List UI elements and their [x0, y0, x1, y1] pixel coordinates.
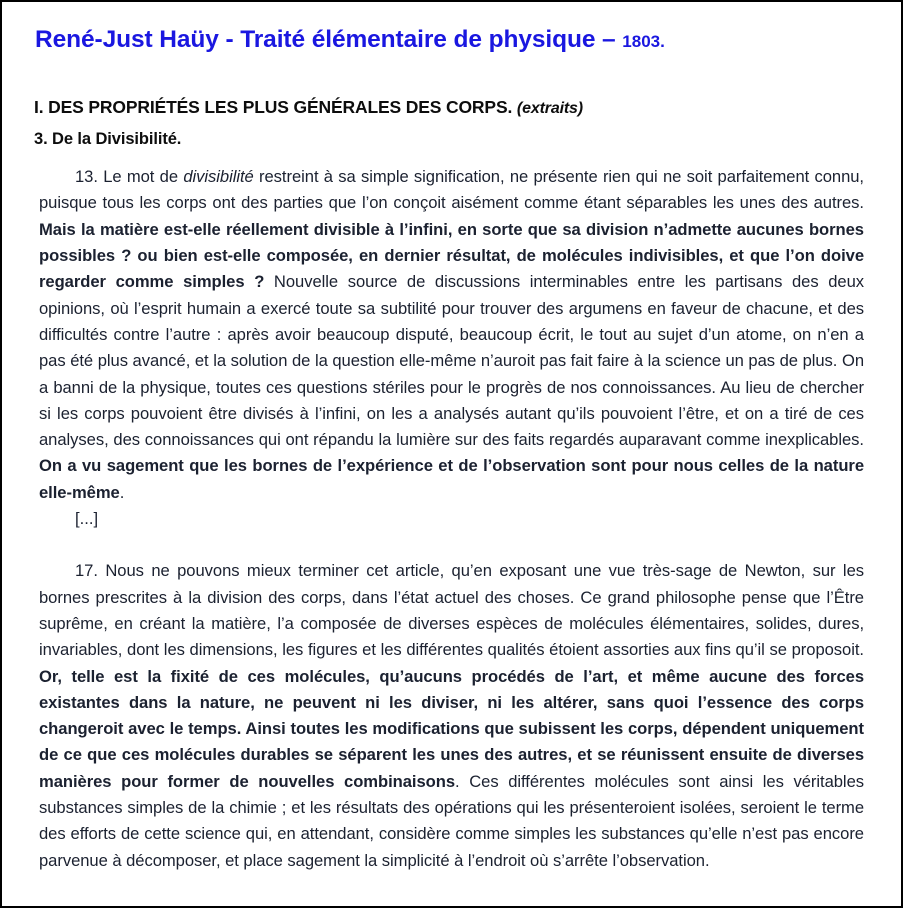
document-title-text: René-Just Haüy - Traité élémentaire de physique – — [35, 26, 623, 53]
paragraph-13-run-7: . — [119, 482, 125, 502]
paragraph-17-bold-1: Or, telle est la fixité de ces molécules, qu’aucuns procédés de l’art, et même aucune des forces existantes dans la nature, ne peuvent ni les diviser, ni les altérer, sans quoi l’essence des corps changeroit avec le temps. Ainsi toutes les modifications que subissent les corps, dépendent uniquement de ce que ces molécules durables se séparent les unes des autres, et se réunissent ensuite de diverses manières pour former de nouvelles combinaisons — [39, 666, 864, 791]
paragraph-13-italic-term: divisibilité — [183, 167, 254, 187]
paragraph-17-run-3: . Ces différentes molécules sont ainsi les véritables substances simples de la chimie ; et les résultats des opérations qui les présenteroient isolées, seroient le terme des efforts de cette science qui, en attendant, considère comme simples les substances qu’elle n’est pas encore parvenue à décomposer, et place sagement la simplicité à l’endroit où s’arrête l’observation. — [39, 771, 864, 870]
paragraph-17 — [39, 558, 864, 874]
subsection-heading-3: 3. De la Divisibilité. — [34, 130, 182, 149]
page-content-area — [2, 2, 901, 906]
ellipsis-marker: [...] — [75, 509, 99, 529]
paragraph-17-run-1: Nous ne pouvons mieux terminer cet article, qu’en exposant une vue très-sage de Newton, sur les bornes prescrites à la division des corps, dans l’état actuel des choses. Ce grand philosophe pense que l’Être suprême, en créant la matière, l’a composée de diverses espèces de molécules élémentaires, solides, dures, invariables, dont les dimensions, les figures et les différentes qualités étoient assorties aux fins qu’il se proposoit. — [39, 561, 864, 660]
paragraph-13-run-3: restreint à sa simple signification, ne présente rien qui ne soit parfaitement connu, puisque tous les corps ont des parties que l’on conçoit aisément comme étant séparables les unes des autres. — [39, 167, 864, 213]
paragraph-17-number: 17. — [75, 561, 98, 581]
paragraph-13 — [39, 164, 864, 506]
paragraph-13-bold-2: On a vu sagement que les bornes de l’expérience et de l’observation sont pour nous celles de la nature elle-même — [39, 456, 864, 502]
paragraph-13-run-1: Le mot de — [97, 167, 184, 187]
section-heading-1-text: I. DES PROPRIÉTÉS LES PLUS GÉNÉRALES DES CORPS. — [34, 97, 517, 118]
section-heading-1-note: (extraits) — [516, 100, 583, 118]
document-title-year: 1803. — [622, 32, 665, 51]
paragraph-13-number: 13. — [75, 167, 98, 187]
section-heading-1 — [34, 97, 866, 118]
paragraph-13-bold-1: Mais la matière est-elle réellement divisible à l’infini, en sorte que sa division n’admette aucunes bornes possibles ? ou bien est-elle composée, en dernier résultat, de molécules indivisibles, et que l’on doive regarder comme simples ? — [39, 219, 864, 292]
paragraph-spacer — [39, 532, 864, 558]
document-title — [35, 26, 866, 54]
paragraph-13-run-5: Nouvelle source de discussions interminables entre les partisans des deux opinions, où l’esprit humain a exercé toute sa subtilité pour trouver des argumens en faveur de chacune, et des difficultés contre l’autre : après avoir beaucoup disputé, beaucoup écrit, le tout au sujet d’un atome, on n’en a pas été plus avancé, et la solution de la question elle-même n’auroit pas fait faire à la science un pas de plus. On a banni de la physique, toutes ces questions stériles pour le progrès de nos connoissances. Au lieu de chercher si les corps pouvoient être divisés à l’infini, on les a analysés autant qu’ils pouvoient l’être, et on a tiré de ces analyses, des connoissances qui ont répandu la lumière sur des faits regardés auparavant comme inexplicables. — [39, 272, 865, 450]
body-text-block — [33, 164, 866, 874]
